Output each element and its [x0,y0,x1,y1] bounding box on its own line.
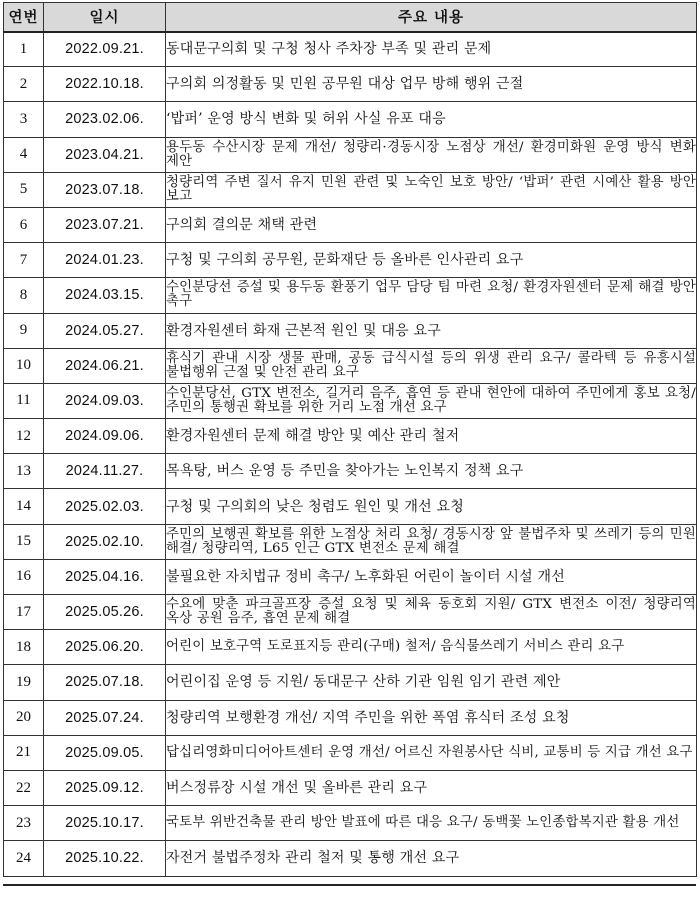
row-number: 8 [4,278,44,313]
table-row [4,630,697,665]
agenda-table [3,2,697,877]
row-number: 22 [4,770,44,805]
row-content [166,841,697,876]
row-date: 2024.05.27. [44,313,166,348]
row-number: 10 [4,348,44,383]
table-row [4,489,697,524]
row-date: 2025.07.24. [44,700,166,735]
row-content-text: 주민의 보행권 확보를 위한 노점상 처리 요청/ 경동시장 앞 불법주차 및 쓰레기 등의 민원 해결/ 청량리역, L65 인근 GTX 변전소 문제 해결 [166,526,696,556]
row-number: 13 [4,454,44,489]
table-header [4,3,697,32]
table-row [4,806,697,841]
row-number: 18 [4,630,44,665]
table-row [4,419,697,454]
header-content: 주요 내용 [166,3,697,32]
table-row [4,735,697,770]
row-content-text: 구의회 의정활동 및 민원 공무원 대상 업무 방해 행위 근절 [166,76,524,93]
table-row [4,313,697,348]
row-date: 2024.06.21. [44,348,166,383]
header-no: 연번 [4,3,44,32]
row-date: 2025.06.20. [44,630,166,665]
row-date: 2024.09.06. [44,419,166,454]
table-row [4,207,697,242]
row-content [166,137,697,172]
row-date: 2025.04.16. [44,559,166,594]
row-content-text: 구청 및 구의회 공무원, 문화재단 등 올바른 인사관리 요구 [166,252,524,269]
row-date: 2023.02.06. [44,102,166,137]
row-number: 24 [4,841,44,876]
row-number: 3 [4,102,44,137]
row-content-text: 동대문구의회 및 구청 청사 주차장 부족 및 관리 문제 [166,41,492,58]
table-row [4,278,697,313]
table-row [4,32,697,67]
row-date: 2025.02.10. [44,524,166,559]
bottom-rule [3,884,696,886]
table-row [4,770,697,805]
table-row [4,841,697,876]
row-content [166,348,697,383]
row-date: 2024.11.27. [44,454,166,489]
row-content [166,278,697,313]
row-date: 2025.02.03. [44,489,166,524]
row-date: 2023.07.21. [44,207,166,242]
row-number: 21 [4,735,44,770]
row-content-text: 환경자원센터 화재 근본적 원인 및 대응 요구 [166,322,441,339]
row-number: 17 [4,595,44,630]
row-content [166,595,697,630]
row-content-text: 버스정류장 시설 개선 및 올바른 관리 요구 [166,780,428,797]
row-content-text: 목욕탕, 버스 운영 등 주민을 찾아가는 노인복지 정책 요구 [166,463,524,480]
row-content [166,207,697,242]
row-content [166,32,697,67]
row-content [166,102,697,137]
row-content [166,454,697,489]
row-content-text: 수요에 맞춘 파크골프장 증설 요청 및 체육 동호회 지원/ GTX 변전소 이전/ 청량리역 옥상 공원 음주, 흡연 문제 해결 [166,597,696,627]
table-row [4,172,697,207]
row-content-text: ‘밥퍼’ 운영 방식 변화 및 허위 사실 유포 대응 [166,111,446,128]
row-content [166,524,697,559]
row-number: 11 [4,383,44,418]
row-content [166,665,697,700]
row-date: 2022.10.18. [44,67,166,102]
table-row [4,383,697,418]
row-date: 2023.04.21. [44,137,166,172]
row-number: 6 [4,207,44,242]
row-content-text: 환경자원센터 문제 해결 방안 및 예산 관리 철저 [166,428,460,445]
row-number: 12 [4,419,44,454]
row-content [166,383,697,418]
row-content [166,172,697,207]
row-date: 2025.05.26. [44,595,166,630]
row-content [166,559,697,594]
table-row [4,524,697,559]
row-content-text: 답십리영화미디어아트센터 운영 개선/ 어르신 자원봉사단 식비, 교통비 등 지급 개선 요구 [166,744,693,760]
row-content-text: 수인분당선, GTX 변전소, 길거리 음주, 흡연 등 관내 현안에 대하여 주민에게 홍보 요청/ 주민의 통행권 확보를 위한 거리 노점 개선 요구 [166,385,696,415]
table-row [4,348,697,383]
row-number: 19 [4,665,44,700]
table-row [4,102,697,137]
row-content [166,700,697,735]
row-date: 2023.07.18. [44,172,166,207]
row-number: 23 [4,806,44,841]
row-date: 2024.03.15. [44,278,166,313]
row-date: 2025.09.05. [44,735,166,770]
row-date: 2025.07.18. [44,665,166,700]
row-number: 9 [4,313,44,348]
row-content [166,243,697,278]
row-date: 2022.09.21. [44,32,166,67]
row-number: 4 [4,137,44,172]
row-content [166,419,697,454]
row-content-text: 청량리역 보행환경 개선/ 지역 주민을 위한 폭염 휴식터 조성 요청 [166,709,570,726]
row-content-text: 국토부 위반건축물 관리 방안 발표에 따른 대응 요구/ 동백꽃 노인종합복지관 활용 개선 [166,815,680,831]
row-content [166,806,697,841]
row-number: 7 [4,243,44,278]
row-number: 1 [4,32,44,67]
row-number: 20 [4,700,44,735]
row-content [166,630,697,665]
row-date: 2025.09.12. [44,770,166,805]
header-row [4,3,697,32]
row-number: 5 [4,172,44,207]
row-content [166,313,697,348]
table-row [4,454,697,489]
row-content-text: 구의회 결의문 채택 관련 [166,217,318,234]
row-content-text: 불필요한 자치법규 정비 촉구/ 노후화된 어린이 놀이터 시설 개선 [166,568,565,585]
table-body [4,32,697,877]
header-date: 일시 [44,3,166,32]
table-row [4,243,697,278]
row-content-text: 자전거 불법주정차 관리 철저 및 통행 개선 요구 [166,850,460,867]
row-content-text: 수인분당선 증설 및 용두동 환풍기 업무 담당 팀 마련 요청/ 환경자원센터 문제 해결 방안 촉구 [166,280,696,310]
table-row [4,595,697,630]
table-row [4,559,697,594]
row-number: 16 [4,559,44,594]
row-date: 2024.09.03. [44,383,166,418]
row-content-text: 어린이집 운영 등 지원/ 동대문구 산하 기관 임원 임기 관련 제안 [166,674,561,691]
row-date: 2025.10.22. [44,841,166,876]
row-number: 14 [4,489,44,524]
row-number: 2 [4,67,44,102]
table-row [4,665,697,700]
table-row [4,137,697,172]
row-content [166,489,697,524]
row-content [166,770,697,805]
table-row [4,700,697,735]
row-date: 2025.10.17. [44,806,166,841]
row-content-text: 청량리역 주변 질서 유지 민원 관련 및 노숙인 보호 방안/ ‘밥퍼’ 관련 시예산 활용 방안 보고 [166,174,696,204]
table-row [4,67,697,102]
row-date: 2024.01.23. [44,243,166,278]
row-number: 15 [4,524,44,559]
row-content [166,735,697,770]
row-content-text: 용두동 수산시장 문제 개선/ 청량리·경동시장 노점상 개선/ 환경미화원 운영 방식 변화 제안 [166,139,696,169]
row-content-text: 구청 및 구의회의 낮은 청렴도 원인 및 개선 요청 [166,498,464,515]
row-content-text: 어린이 보호구역 도로표지등 관리(구매) 철저/ 음식물쓰레기 서비스 관리 요구 [166,639,625,655]
row-content [166,67,697,102]
row-content-text: 휴식기 관내 시장 생물 판매, 공동 급식시설 등의 위생 관리 요구/ 콜라텍 등 유흥시설 불법행위 근절 및 안전 관리 요구 [166,350,696,380]
